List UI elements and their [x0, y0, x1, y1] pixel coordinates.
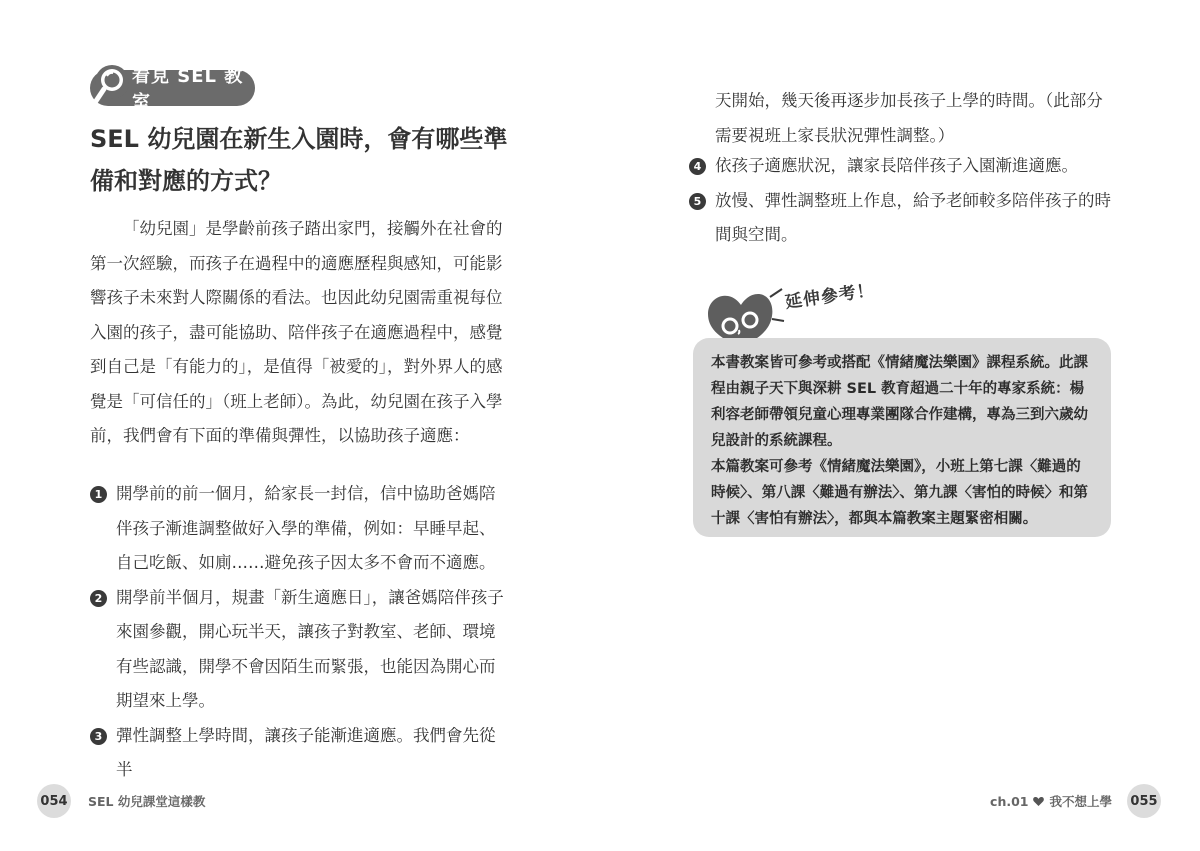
list-item-text: 依孩子適應狀況，讓家長陪伴孩子入園漸進適應。 [715, 156, 1078, 175]
intro-paragraph: 「幼兒園」是學齡前孩子踏出家門，接觸外在社會的第一次經驗，而孩子在過程中的適應歷程與感知，可能影響孩子未來對人際關係的看法。也因此幼兒園需重視每位入園的孩子，盡可能協助、陪伴孩子在適應過程中，感覺到自己是「有能力的」，是值得「被愛的」，對外界人的感覺是「可信任的」（班上老師）。為此，幼兒園在孩子入學前，我們會有下面的準備與彈性，以協助孩子適應： [90, 219, 503, 445]
running-title: SEL 幼兒課堂這樣教 [88, 794, 206, 809]
list-item-text: 開學前的前一個月，給家長一封信，信中協助爸媽陪伴孩子漸進調整做好入學的準備，例如：早睡早起、自己吃飯、如廁……避免孩子因太多不會而不適應。 [116, 484, 496, 572]
list-item [689, 149, 1115, 184]
list-item-text: 開學前半個月，規畫「新生適應日」，讓爸媽陪伴孩子來園參觀，開心玩半天，讓孩子對教室、老師、環境有些認識，開學不會因陌生而緊張，也能因為開心而期望來上學。 [116, 587, 504, 710]
page-number: 055 [1127, 784, 1161, 818]
number-bullet-icon: 1 [90, 486, 107, 503]
page-title: SEL 幼兒園在新生入園時，會有哪些準備和對應的方式？ [90, 125, 508, 195]
number-bullet-icon: 5 [689, 193, 706, 210]
list-item-continuation: 天開始，幾天後再逐步加長孩子上學的時間。（此部分需要視班上家長狀況彈性調整。） [715, 91, 1103, 145]
chapter-number: ch.01 [990, 793, 1029, 809]
list-item [90, 581, 510, 719]
reference-paragraph: 本篇教案可參考《情緒魔法樂園》，小班上第七課〈難過的時候〉、第八課〈難過有辦法〉、第九課〈害怕的時候〉和第十課〈害怕有辦法〉，都與本篇教案主題緊密相關。 [711, 459, 1088, 527]
number-bullet-icon: 2 [90, 590, 107, 607]
number-bullet-icon: 4 [689, 158, 706, 175]
reference-paragraph: 本書教案皆可參考或搭配《情緒魔法樂園》課程系統。此課程由親子天下與深耕 SEL 教育超過二十年的專家系統：楊利容老師帶領兒童心理專業團隊合作建構，專為三到六歲幼兒設計的系統課程。 [711, 355, 1088, 449]
list-item-text: 放慢、彈性調整班上作息，給予老師較多陪伴孩子的時間與空間。 [715, 190, 1111, 244]
numbered-list [90, 477, 510, 788]
chapter-title: 我不想上學 [1049, 794, 1112, 809]
heart-icon [1033, 796, 1044, 806]
list-item [90, 719, 510, 788]
number-bullet-icon: 3 [90, 728, 107, 745]
chapter-running-title [990, 792, 1112, 810]
section-badge [90, 66, 255, 113]
list-item [689, 184, 1115, 253]
magnifier-icon [88, 62, 132, 110]
reference-heading: 延伸參考！ [783, 280, 876, 313]
reference-box [693, 338, 1111, 537]
page-number: 054 [37, 784, 71, 818]
list-item-text: 彈性調整上學時間，讓孩子能漸進適應。我們會先從半 [116, 725, 496, 779]
numbered-list-continued [689, 149, 1115, 253]
list-item [90, 477, 510, 581]
section-badge-label: 看見 SEL 教室 [132, 66, 244, 113]
